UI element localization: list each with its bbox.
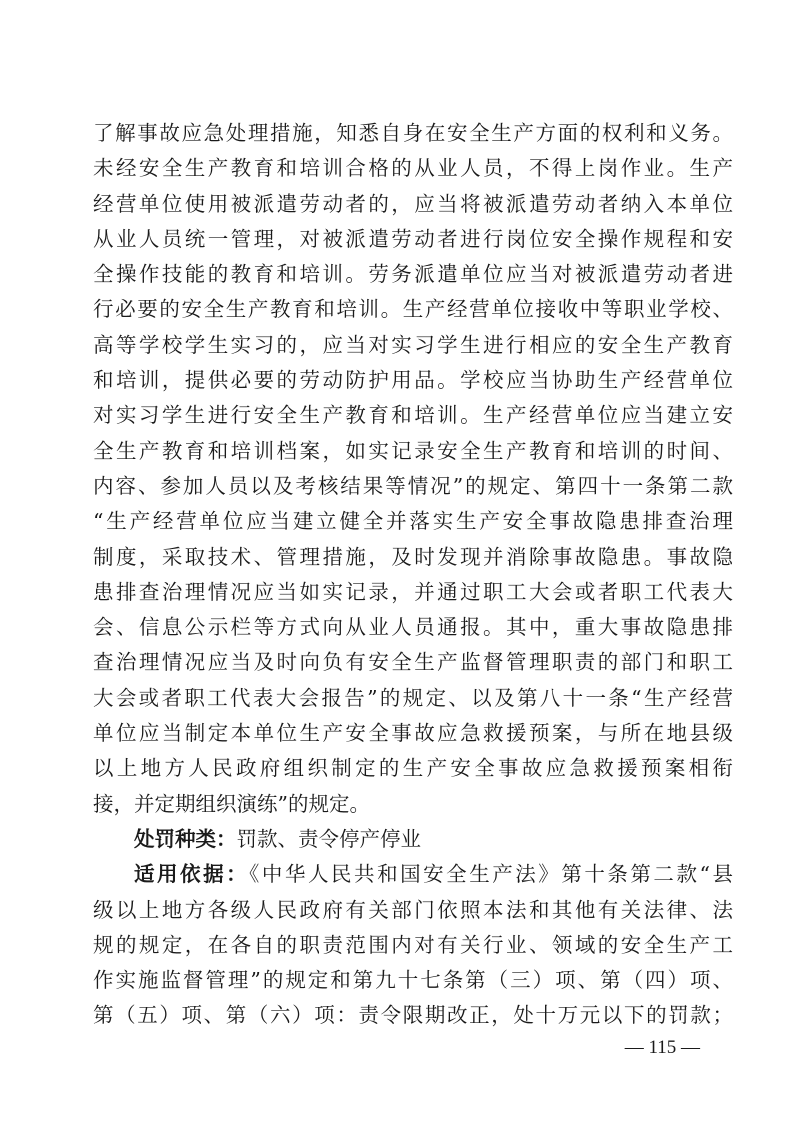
text-line: 接，并定期组织演练”的规定。 bbox=[93, 791, 370, 816]
text-line: 经营单位使用被派遣劳动者的，应当将被派遣劳动者纳入本单位 bbox=[93, 191, 733, 216]
text-line: 高等学校学生实习的，应当对实习学生进行相应的安全生产教育 bbox=[93, 332, 733, 357]
paragraph-continuation bbox=[93, 116, 733, 822]
text-line: 行必要的安全生产教育和培训。生产经营单位接收中等职业学校、 bbox=[93, 297, 733, 322]
text-line: 规的规定，在各自的职责范围内对有关行业、领域的安全生产工 bbox=[93, 932, 733, 957]
text-line: 全生产教育和培训档案，如实记录安全生产教育和培训的时间、 bbox=[93, 438, 733, 463]
text-line: “生产经营单位应当建立健全并落实生产安全事故隐患排查治理 bbox=[93, 509, 733, 534]
text-line: 单位应当制定本单位生产安全事故应急救援预案，与所在地县级 bbox=[93, 721, 733, 746]
legal-basis-first-line-text: 《中华人民共和国安全生产法》第十条第二款“县 bbox=[249, 862, 734, 887]
document-body bbox=[93, 116, 733, 1034]
legal-basis-first-line bbox=[93, 857, 733, 892]
page-number: — 115 — bbox=[624, 1037, 700, 1058]
text-line: 患排查治理情况应当如实记录，并通过职工大会或者职工代表大 bbox=[93, 579, 733, 604]
text-line: 未经安全生产教育和培训合格的从业人员，不得上岗作业。生产 bbox=[93, 156, 733, 181]
text-line: 内容、参加人员以及考核结果等情况”的规定、第四十一条第二款 bbox=[93, 473, 733, 498]
text-line: 和培训，提供必要的劳动防护用品。学校应当协助生产经营单位 bbox=[93, 368, 733, 393]
text-line: 了解事故应急处理措施，知悉自身在安全生产方面的权利和义务。 bbox=[93, 121, 733, 145]
penalty-type-label: 处罚种类： bbox=[134, 826, 237, 851]
text-line: 作实施监督管理”的规定和第九十七条第（三）项、第（四）项、 bbox=[93, 968, 733, 993]
penalty-type-value: 罚款、责令停产停业 bbox=[236, 826, 421, 851]
text-line: 全操作技能的教育和培训。劳务派遣单位应当对被派遣劳动者进 bbox=[93, 262, 733, 287]
legal-basis-label: 适用依据： bbox=[134, 862, 250, 887]
text-line: 级以上地方各级人民政府有关部门依照本法和其他有关法律、法 bbox=[93, 897, 733, 922]
text-line: 对实习学生进行安全生产教育和培训。生产经营单位应当建立安 bbox=[93, 403, 733, 428]
text-line: 会、信息公示栏等方式向从业人员通报。其中，重大事故隐患排 bbox=[93, 615, 733, 640]
text-line: 从业人员统一管理，对被派遣劳动者进行岗位安全操作规程和安 bbox=[93, 226, 733, 251]
penalty-type-line bbox=[93, 822, 733, 857]
text-line: 制度，采取技术、管理措施，及时发现并消除事故隐患。事故隐 bbox=[93, 544, 733, 569]
legal-basis-paragraph bbox=[93, 893, 733, 1034]
text-line: 以上地方人民政府组织制定的生产安全事故应急救援预案相衔 bbox=[93, 756, 733, 781]
text-line: 大会或者职工代表大会报告”的规定、以及第八十一条“生产经营 bbox=[93, 685, 733, 710]
text-line: 第（五）项、第（六）项：责令限期改正，处十万元以下的罚款； bbox=[93, 1003, 733, 1028]
text-line: 查治理情况应当及时向负有安全生产监督管理职责的部门和职工 bbox=[93, 650, 733, 675]
